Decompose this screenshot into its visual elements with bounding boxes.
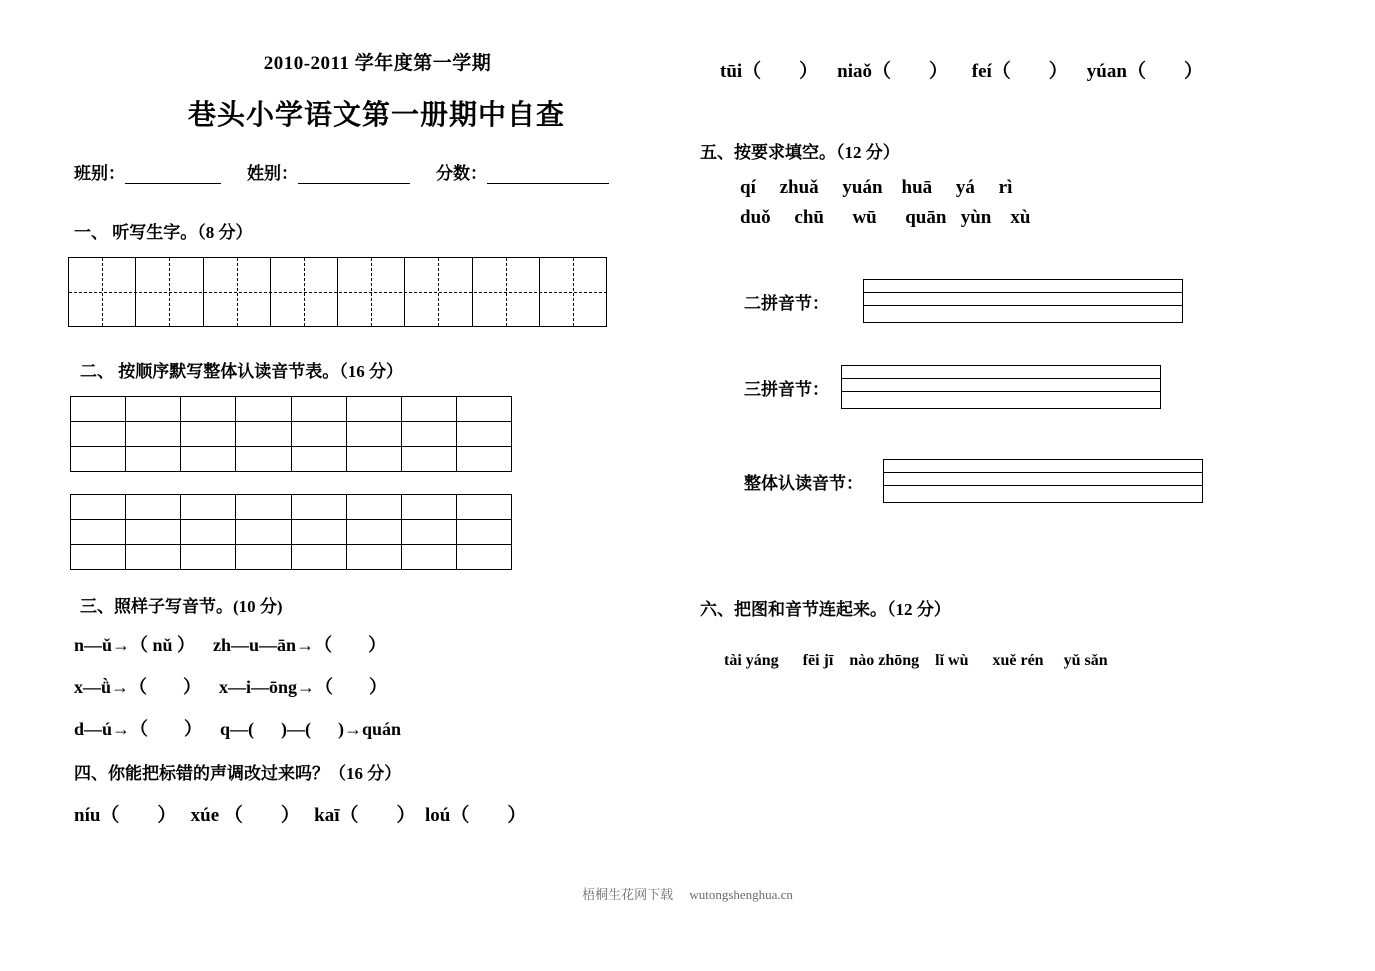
tianzige-grid[interactable] — [68, 257, 607, 327]
table-row[interactable] — [71, 520, 512, 545]
answer-line[interactable] — [884, 486, 1202, 498]
right-column — [700, 48, 1325, 670]
table-cell[interactable] — [401, 422, 456, 447]
tianzige-cell[interactable] — [540, 258, 607, 326]
table-cell[interactable] — [291, 495, 346, 520]
footer-watermark: 梧桐生花网下载 wutongshenghua.cn — [582, 887, 793, 902]
tone-correction-row-right[interactable]: tūi（ ） niaǒ（ ） feí（ ） yúan（ ） — [720, 61, 1203, 82]
tianzige-cell[interactable] — [271, 258, 338, 326]
answer-label-three-part: 三拼音节： — [744, 379, 829, 399]
table-cell[interactable] — [236, 397, 291, 422]
syllable-table-2[interactable] — [70, 494, 512, 570]
table-cell[interactable] — [401, 397, 456, 422]
table-cell[interactable] — [181, 545, 236, 570]
table-cell[interactable] — [126, 397, 181, 422]
syllable-bank-row-2: duǒ chū wū quān yùn xù — [740, 207, 1031, 228]
tone-correction-row-left[interactable]: níu（ ） xúe （ ） kaī（ ） loú（ ） — [74, 805, 527, 826]
table-cell[interactable] — [126, 545, 181, 570]
table-cell[interactable] — [456, 545, 511, 570]
answer-block-whole-syllable — [700, 459, 1325, 503]
class-label: 班别： — [74, 164, 125, 183]
section-5-heading: 五、按要求填空。（12 分） — [700, 143, 900, 162]
table-cell[interactable] — [71, 545, 126, 570]
name-field — [247, 159, 436, 184]
name-blank[interactable] — [298, 167, 410, 184]
table-row[interactable] — [71, 447, 512, 472]
table-cell[interactable] — [126, 447, 181, 472]
table-cell[interactable] — [346, 495, 401, 520]
table-cell[interactable] — [291, 397, 346, 422]
table-cell[interactable] — [456, 495, 511, 520]
answer-line[interactable] — [842, 379, 1160, 392]
pinyin-exercise-row[interactable]: d—ú→（ ） q—( )—( )→quán — [74, 719, 402, 739]
name-label: 姓别： — [247, 164, 298, 183]
answer-lines-whole-syllable[interactable] — [883, 459, 1203, 503]
table-cell[interactable] — [346, 545, 401, 570]
table-cell[interactable] — [291, 422, 346, 447]
table-cell[interactable] — [181, 397, 236, 422]
tianzige-cell[interactable] — [405, 258, 472, 326]
tianzige-cell[interactable] — [204, 258, 271, 326]
table-cell[interactable] — [346, 422, 401, 447]
table-cell[interactable] — [346, 397, 401, 422]
table-cell[interactable] — [401, 447, 456, 472]
section-6-heading: 六、把图和音节连起来。（12 分） — [700, 600, 951, 619]
table-cell[interactable] — [71, 447, 126, 472]
syllable-table-1[interactable] — [70, 396, 512, 472]
table-cell[interactable] — [181, 520, 236, 545]
table-cell[interactable] — [346, 520, 401, 545]
tianzige-cell[interactable] — [69, 258, 136, 326]
answer-line[interactable] — [884, 473, 1202, 486]
score-label: 分数： — [436, 164, 487, 183]
tianzige-cell[interactable] — [338, 258, 405, 326]
tianzige-cell[interactable] — [136, 258, 203, 326]
document-subtitle: 2010-2011 学年度第一学期 — [263, 53, 492, 74]
table-cell[interactable] — [71, 397, 126, 422]
score-field — [436, 159, 609, 184]
table-cell[interactable] — [236, 495, 291, 520]
table-cell[interactable] — [236, 520, 291, 545]
answer-line[interactable] — [864, 306, 1182, 318]
table-cell[interactable] — [126, 520, 181, 545]
table-row[interactable] — [71, 422, 512, 447]
section-2-heading: 二、 按顺序默写整体认读音节表。（16 分） — [80, 362, 403, 381]
section-1-heading: 一、 听写生字。（8 分） — [74, 223, 253, 242]
table-cell[interactable] — [126, 422, 181, 447]
class-field — [74, 159, 247, 184]
left-column — [60, 48, 685, 827]
section-4-heading: 四、你能把标错的声调改过来吗？（16 分） — [74, 764, 402, 783]
answer-line[interactable] — [864, 280, 1182, 293]
answer-lines-two-part[interactable] — [863, 279, 1183, 323]
table-cell[interactable] — [71, 520, 126, 545]
answer-block-two-part — [700, 279, 1325, 323]
table-cell[interactable] — [291, 545, 346, 570]
matching-words-row[interactable]: tài yáng fēi jī nào zhōng lǐ wù xuě rén yǔ sǎn — [724, 652, 1108, 669]
answer-line[interactable] — [884, 460, 1202, 473]
table-cell[interactable] — [346, 447, 401, 472]
table-cell[interactable] — [456, 397, 511, 422]
answer-block-three-part — [700, 365, 1325, 409]
syllable-bank-row-1: qí zhuǎ yuán huā yá rì — [740, 177, 1013, 198]
table-cell[interactable] — [456, 520, 511, 545]
table-cell[interactable] — [236, 447, 291, 472]
pinyin-exercise-row[interactable]: x—ǜ→（ ） x—i—ōng→（ ） — [74, 677, 388, 697]
table-cell[interactable] — [181, 447, 236, 472]
answer-line[interactable] — [864, 293, 1182, 306]
table-cell[interactable] — [71, 422, 126, 447]
identity-line — [60, 159, 685, 184]
table-row[interactable] — [71, 495, 512, 520]
table-cell[interactable] — [401, 495, 456, 520]
table-cell[interactable] — [236, 545, 291, 570]
table-cell[interactable] — [401, 520, 456, 545]
score-blank[interactable] — [487, 167, 609, 184]
answer-lines-three-part[interactable] — [841, 365, 1161, 409]
table-cell[interactable] — [181, 422, 236, 447]
table-cell[interactable] — [236, 422, 291, 447]
class-blank[interactable] — [125, 167, 221, 184]
table-cell[interactable] — [181, 495, 236, 520]
table-cell[interactable] — [126, 495, 181, 520]
table-cell[interactable] — [71, 495, 126, 520]
pinyin-exercise-row[interactable]: n—ǔ→（ nǔ ） zh—u—ān→（ ） — [74, 635, 387, 655]
page-title: 巷头小学语文第一册期中自查 — [187, 100, 565, 131]
table-cell[interactable] — [456, 422, 511, 447]
answer-line[interactable] — [842, 392, 1160, 404]
table-cell[interactable] — [291, 447, 346, 472]
answer-label-whole-syllable: 整体认读音节： — [744, 473, 863, 493]
table-cell[interactable] — [401, 545, 456, 570]
table-row[interactable] — [71, 545, 512, 570]
section-3-heading: 三、照样子写音节。(10 分) — [80, 597, 283, 616]
answer-line[interactable] — [842, 366, 1160, 379]
answer-label-two-part: 二拼音节： — [744, 293, 829, 313]
table-cell[interactable] — [456, 447, 511, 472]
table-row[interactable] — [71, 397, 512, 422]
table-cell[interactable] — [291, 520, 346, 545]
tianzige-cell[interactable] — [473, 258, 540, 326]
